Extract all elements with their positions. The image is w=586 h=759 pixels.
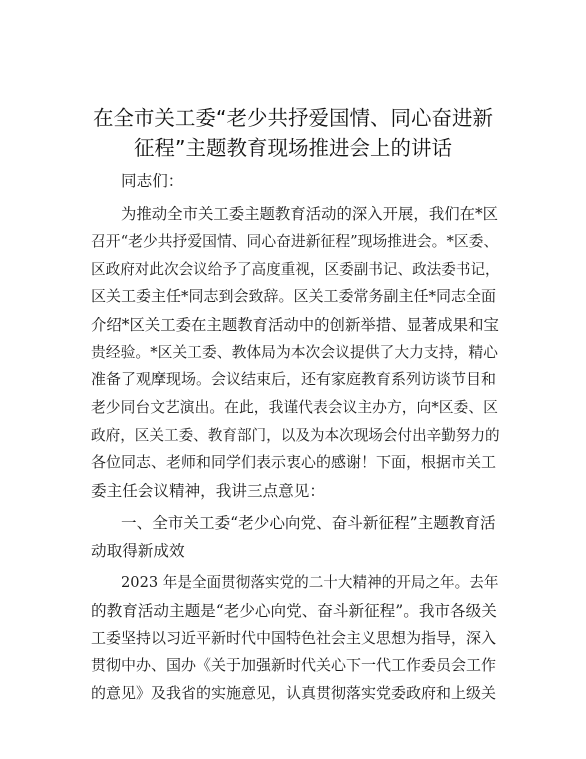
document-title-line-1: 在全市关工委“老少共抒爱国情、同心奋进新 — [92, 106, 494, 130]
paragraph-2-line-1: 2023 年是全面贯彻落实党的二十大精神的开局之年。去年 — [121, 574, 499, 591]
paragraph-1-line-4: 区关工委主任*同志到会致辞。区关工委常务副主任*同志全面 — [91, 287, 497, 305]
section-1-heading-line-2: 动取得新成效 — [91, 542, 185, 560]
paragraph-1-line-8: 老少同台文艺演出。在此，我谨代表会议主办方，向*区委、区 — [91, 399, 498, 416]
paragraph-2-line-3: 工委坚持以习近平新时代中国特色社会主义思想为指导，深入 — [91, 629, 497, 647]
paragraph-1-line-1: 为推动全市关工委主题教育活动的深入开展，我们在*区 — [121, 205, 499, 223]
paragraph-1-line-2: 召开“老少共抒爱国情、同心奋进新征程”现场推进会。*区委、 — [91, 233, 499, 250]
paragraph-1-line-10: 各位同志、老师和同学们表示衷心的感谢！下面，根据市关工 — [91, 453, 497, 471]
salutation: 同志们： — [121, 172, 184, 190]
paragraph-2-line-2: 的教育活动主题是“老少心向党、奋斗新征程”。我市各级关 — [91, 602, 497, 620]
document-title-line-2: 征程”主题教育现场推进会上的讲话 — [133, 136, 453, 160]
paragraph-1-line-3: 区政府对此次会议给予了高度重视，区委副书记、政法委书记， — [91, 261, 500, 278]
paragraph-2-line-4: 贯彻中办、国办《关于加强新时代关心下一代工作委员会工作 — [91, 656, 497, 674]
paragraph-1-line-11: 委主任会议精神，我讲三点意见： — [91, 482, 325, 500]
paragraph-1-line-5: 介绍*区关工委在主题教育活动中的创新举措、显著成果和宝 — [91, 316, 499, 334]
paragraph-1-line-9: 政府，区关工委、教育部门，以及为本次现场会付出辛勤努力的 — [91, 427, 500, 444]
paragraph-1-line-7: 准备了观摩现场。会议结束后，还有家庭教育系列访谈节目和 — [91, 370, 497, 388]
paragraph-2-line-5: 的意见》及我省的实施意见，认真贯彻落实党委政府和上级关 — [91, 684, 497, 702]
paragraph-1-line-6: 贵经验。*区关工委、教体局为本次会议提供了大力支持，精心 — [91, 344, 498, 361]
section-1-heading-line-1: 一、全市关工委“老少心向党、奋斗新征程”主题教育活 — [121, 514, 496, 532]
